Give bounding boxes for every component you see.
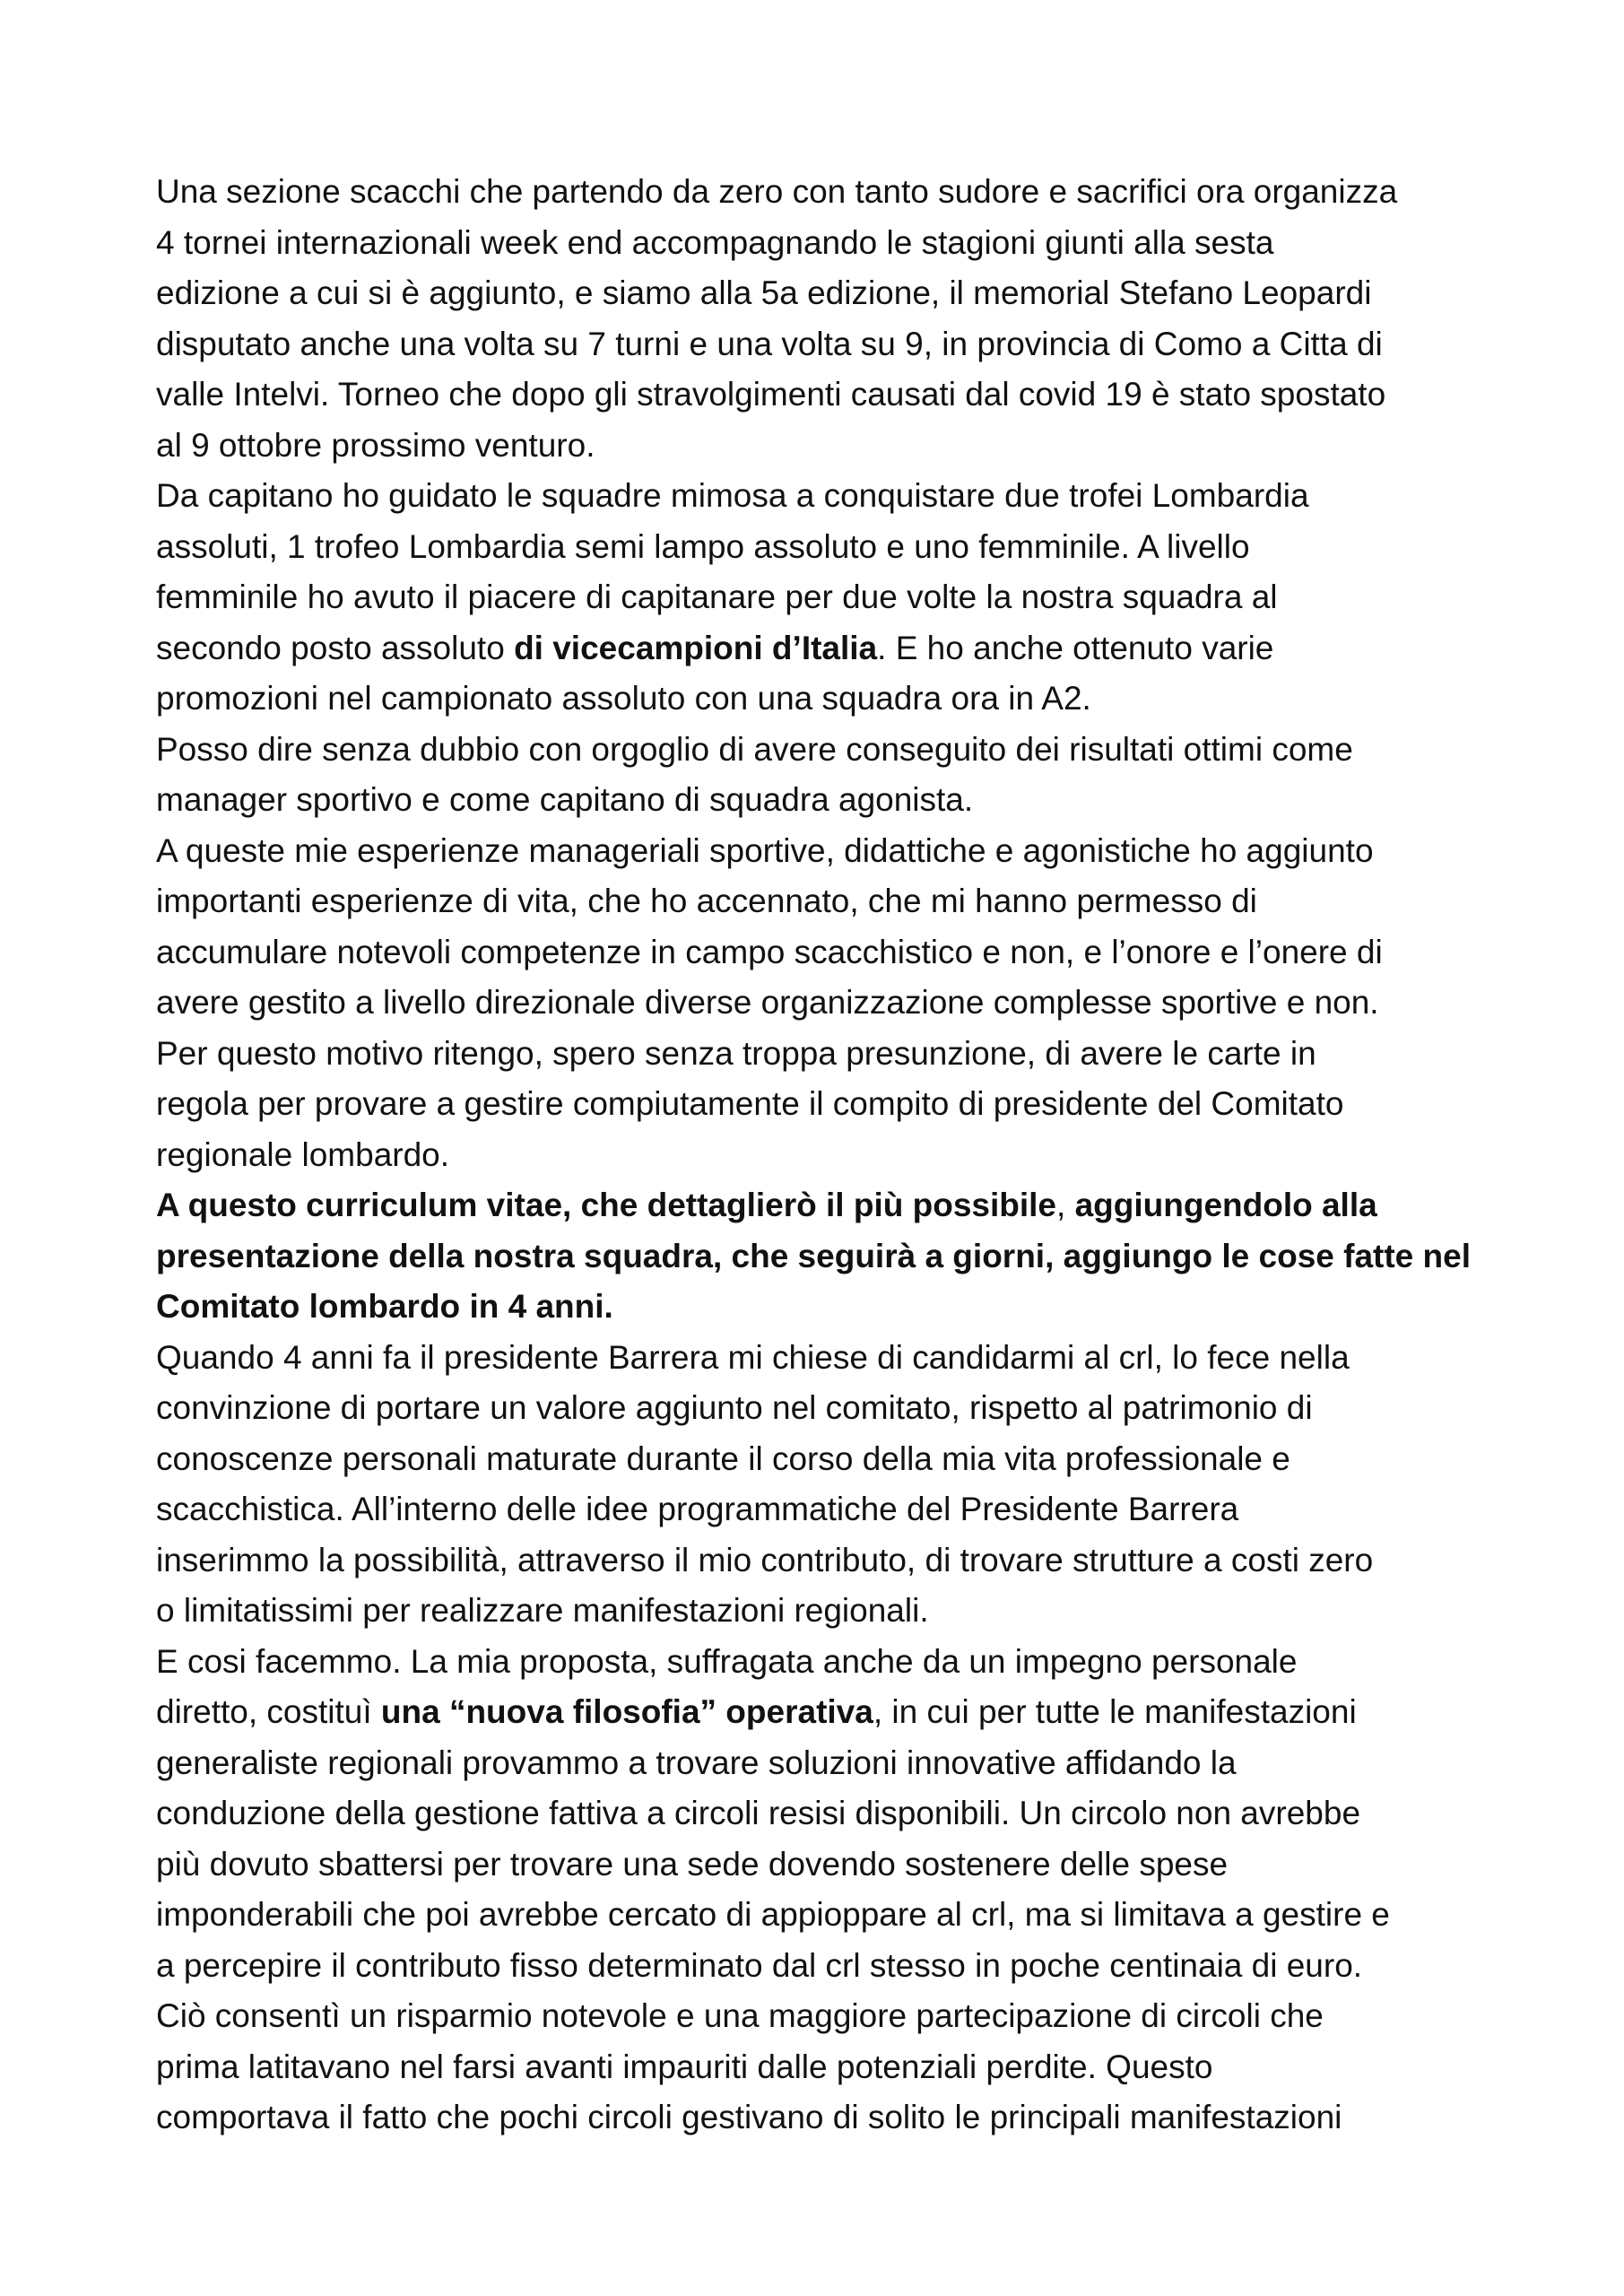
text-line: [156, 1637, 1501, 1688]
text-line: [156, 1535, 1501, 1587]
text-line: [156, 522, 1501, 573]
text-segment: generaliste regionali provammo a trovare soluzioni innovative affidando la: [156, 1744, 1237, 1781]
text-line: [156, 218, 1501, 269]
text-line: [156, 319, 1501, 370]
text-segment: convinzione di portare un valore aggiunto nel comitato, rispetto al patrimonio di: [156, 1389, 1313, 1426]
bold-text-segment: una “nuova filosofia” operativa: [380, 1693, 873, 1730]
text-line: [156, 927, 1501, 978]
text-segment: conoscenze personali maturate durante il corso della mia vita professionale e: [156, 1439, 1290, 1477]
text-segment: Da capitano ho guidato le squadre mimosa a conquistare due trofei Lombardia: [156, 477, 1309, 514]
text-segment: promozioni nel campionato assoluto con una squadra ora in A2.: [156, 680, 1091, 717]
text-line: [156, 623, 1501, 674]
text-segment: scacchistica. All’interno delle idee programmatiche del Presidente Barrera: [156, 1491, 1239, 1527]
text-segment: femminile ho avuto il piacere di capitanare per due volte la nostra squadra al: [156, 578, 1278, 615]
text-line: [156, 725, 1501, 776]
text-segment: 4 tornei internazionali week end accompagnando le stagioni giunti alla sesta: [156, 223, 1274, 261]
text-segment: Posso dire senza dubbio con orgoglio di avere conseguito dei risultati ottimi come: [156, 730, 1353, 768]
text-segment: ,: [1056, 1187, 1075, 1223]
text-line: [156, 876, 1501, 927]
text-segment: manager sportivo e come capitano di squadra agonista.: [156, 781, 974, 818]
text-segment: valle Intelvi. Torneo che dopo gli stravolgimenti causati dal covid 19 è stato spostato: [156, 376, 1386, 413]
text-segment: conduzione della gestione fattiva a circoli resisi disponibili. Un circolo non avrebbe: [156, 1795, 1361, 1831]
text-segment: secondo posto assoluto: [156, 629, 515, 666]
text-segment: regionale lombardo.: [156, 1135, 450, 1173]
text-segment: A queste mie esperienze manageriali sportive, didattiche e agonistiche ho aggiunto: [156, 831, 1374, 869]
text-line: [156, 1788, 1501, 1839]
text-line: [156, 471, 1501, 522]
text-line: [156, 826, 1501, 877]
text-segment: più dovuto sbattersi per trovare una sede dovendo sostenere delle spese: [156, 1845, 1229, 1883]
text-line: [156, 1586, 1501, 1637]
text-line: [156, 674, 1501, 725]
text-line: [156, 978, 1501, 1029]
text-segment: a percepire il contributo fisso determinato dal crl stesso in poche centinaia di euro.: [156, 1946, 1363, 1984]
text-line: [156, 1687, 1501, 1738]
text-line: [156, 1941, 1501, 1992]
text-line: [156, 1029, 1501, 1080]
text-line: [156, 1890, 1501, 1941]
text-segment: Una sezione scacchi che partendo da zero con tanto sudore e sacrifici ora organizza: [156, 173, 1398, 210]
text-line: [156, 1484, 1501, 1535]
text-line: [156, 2042, 1501, 2093]
text-segment: importanti esperienze di vita, che ho accennato, che mi hanno permesso di: [156, 883, 1257, 919]
text-line: [156, 1180, 1501, 1231]
text-segment: comportava il fatto che pochi circoli gestivano di solito le principali manifestazioni: [156, 2099, 1342, 2135]
text-line: [156, 370, 1501, 421]
text-segment: Ciò consentì un risparmio notevole e una maggiore partecipazione di circoli che: [156, 1997, 1324, 2034]
text-line: [156, 1333, 1501, 1384]
bold-text-segment: Comitato lombardo in 4 anni.: [156, 1288, 613, 1325]
text-segment: regola per provare a gestire compiutamente il compito di presidente del Comitato: [156, 1085, 1344, 1122]
text-line: [156, 1991, 1501, 2042]
text-segment: . E ho anche ottenuto varie: [877, 629, 1274, 666]
text-segment: Per questo motivo ritengo, spero senza troppa presunzione, di avere le carte in: [156, 1034, 1316, 1072]
text-segment: diretto, costituì: [156, 1693, 381, 1730]
text-line: [156, 2092, 1501, 2144]
text-line: [156, 1079, 1501, 1130]
text-segment: prima latitavano nel farsi avanti impauriti dalle potenziali perdite. Questo: [156, 2048, 1213, 2085]
text-segment: E cosi facemmo. La mia proposta, suffragata anche da un impegno personale: [156, 1642, 1298, 1680]
bold-text-segment: A questo curriculum vitae, che dettaglierò il più possibile: [156, 1187, 1057, 1223]
text-segment: disputato anche una volta su 7 turni e una volta su 9, in provincia di Como a Citta di: [156, 325, 1383, 362]
text-line: [156, 1383, 1501, 1434]
text-segment: al 9 ottobre prossimo venturo.: [156, 426, 595, 464]
text-segment: accumulare notevoli competenze in campo scacchistico e non, e l’onore e l’onere di: [156, 933, 1383, 970]
text-line: [156, 1738, 1501, 1789]
text-line: [156, 167, 1501, 218]
document-body: [156, 167, 1501, 2144]
text-segment: assoluti, 1 trofeo Lombardia semi lampo assoluto e uno femminile. A livello: [156, 527, 1250, 565]
text-line: [156, 1434, 1501, 1485]
text-segment: Quando 4 anni fa il presidente Barrera mi chiese di candidarmi al crl, lo fece nella: [156, 1338, 1350, 1376]
text-line: [156, 1130, 1501, 1181]
text-line: [156, 1839, 1501, 1891]
bold-text-segment: aggiungendolo alla: [1074, 1187, 1377, 1223]
text-segment: o limitatissimi per realizzare manifestazioni regionali.: [156, 1592, 929, 1629]
text-segment: inserimmo la possibilità, attraverso il mio contributo, di trovare strutture a costi zero: [156, 1541, 1374, 1578]
text-segment: avere gestito a livello direzionale diverse organizzazione complesse sportive e non.: [156, 984, 1379, 1021]
text-segment: edizione a cui si è aggiunto, e siamo alla 5a edizione, il memorial Stefano Leopardi: [156, 274, 1372, 311]
text-segment: imponderabili che poi avrebbe cercato di appioppare al crl, ma si limitava a gestire e: [156, 1896, 1390, 1933]
text-line: [156, 421, 1501, 472]
bold-text-segment: di vicecampioni d’Italia: [514, 629, 878, 666]
text-line: [156, 1282, 1501, 1333]
bold-text-segment: presentazione della nostra squadra, che seguirà a giorni, aggiungo le cose fatte nel: [156, 1237, 1471, 1274]
text-segment: , in cui per tutte le manifestazioni: [873, 1693, 1357, 1730]
text-line: [156, 572, 1501, 623]
text-line: [156, 775, 1501, 826]
text-line: [156, 268, 1501, 319]
text-line: [156, 1231, 1501, 1283]
